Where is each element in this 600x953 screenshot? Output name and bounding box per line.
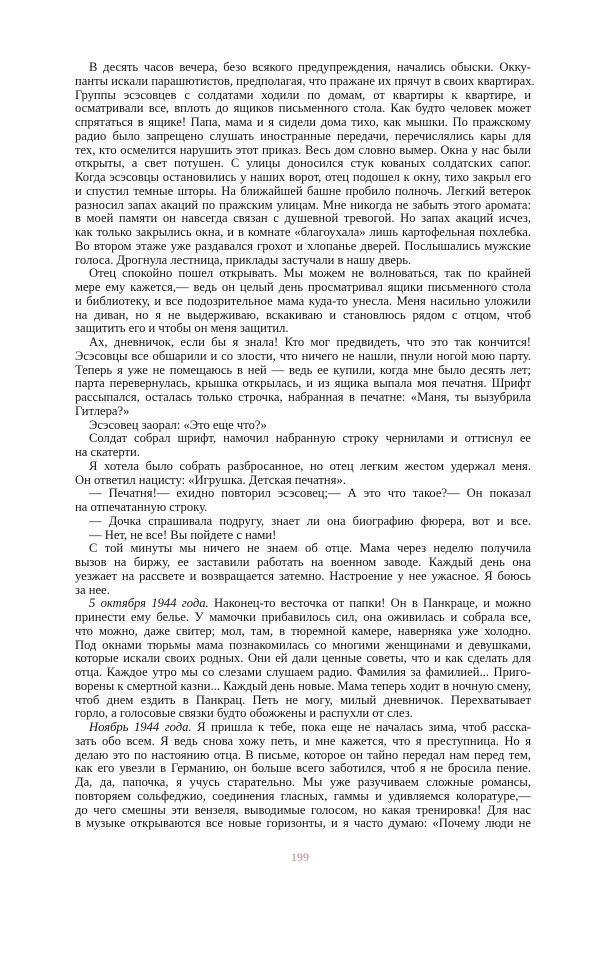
line-text: Я хотела было собрать разбросанное, но отец легким жестом удержал меня. [89,458,531,473]
line-text: парта перевернулась, крышка открылась, и из ящика выпала моя печатня. Шрифт [75,376,531,391]
page-number: 199 [291,850,309,864]
line-text: Во втором этаже уже раздавался грохот и хлопанье дверей. Послышались мужские [75,238,531,253]
text-line [75,570,531,584]
line-text: на отпечатанную строку. [75,500,208,514]
text-line [75,102,531,116]
line-text: рассыпался, осталась только строчка, набранная в печатне: «Маня, ты вызубрила [75,390,531,404]
text-line [75,776,531,790]
line-text: Солдат собрал шрифт, намочил набранную строку чернилами и оттиснул ее [89,431,531,446]
line-text: отца. Каждое утро мы со слезами слушаем радио. Фамилия за фамилией... Приго- [75,665,531,679]
line-text: Он ответил нацисту: «Игрушка. Детская печатня». [75,472,346,487]
line-text: Наконец-то весточка от папки! Он в Панкраце, и можно [208,596,531,611]
text-line [75,817,531,831]
text-line [75,336,531,350]
text-line [75,419,531,433]
text-line [75,212,531,226]
line-text: принести ему белье. У мамочки прибавилось сил, она оживилась и собрала все, [75,610,531,624]
text-line [75,529,531,543]
text-line [75,405,531,419]
line-text: Гитлера?» [75,403,130,418]
line-text: Группы эсэсовцев с солдатами ходили по домам, от квартиры к квартире, и [75,87,531,102]
text-line [75,295,531,309]
line-text: спрятаться в ящике! Папа, мама и я сидели дома тихо, как мышки. По пражскому [75,115,531,129]
line-text: делаю это по настоянию отца. В письме, которое он тайно передал нам перед тем, [75,747,531,762]
line-text: осматривали все, вплоть до ящиков письменного стола. Как будто человек может [75,101,531,116]
text-line [75,597,531,611]
line-text: что можно, даже свитер; мол, там, в тюремной камере, наверняка уже холодно. [75,623,531,638]
text-line [75,460,531,474]
line-text: ворены к смертной казни... Каждый день новые. Мама теперь ходит в ночную смену, [75,678,531,693]
text-line [75,226,531,240]
text-line [75,185,531,199]
line-text: зать обо всем. Я ведь снова хожу петь, и мне кажется, что я преступница. Но я [75,733,531,748]
text-line [75,680,531,694]
text-line [75,281,531,295]
line-text: — Дочка спрашивала подругу, знает ли она биографию фюрера, вот и все. [89,513,531,528]
line-text: Ах, дневничок, если бы я знала! Кто мог предвидеть, что это так кончится! [89,335,531,349]
text-line [75,501,531,515]
text-line [75,652,531,666]
text-line [75,762,531,776]
text-line [75,790,531,804]
line-text: Эсэсовец заорал: «Это еще что?» [89,417,267,432]
line-text: Да, да, папочка, я учусь старательно. Мы уже разучиваем сложные романсы, [75,775,531,789]
text-line [75,267,531,281]
text-line [75,61,531,75]
text-line [75,474,531,488]
text-line [75,694,531,708]
text-line [75,116,531,130]
line-text: Под окнами тюрьмы мама познакомилась со многими женщинами и девушками, [75,637,531,652]
line-text: чтоб днем ездить в Панкрац. Петь не могу, милый дневничок. Перехватывает [75,692,531,707]
date-heading: Ноябрь 1944 года. [89,720,192,734]
date-heading: 5 октября 1944 года. [89,596,209,611]
text-line [75,199,531,213]
line-text: тех, кто осмелится нарушить этот приказ. Весь дом словно вымер. Окна у нас были [75,142,531,157]
text-line [75,391,531,405]
line-text: Отец спокойно пошел открывать. Мы можем не волноваться, так по крайней [89,266,531,281]
text-line [75,254,531,268]
line-text: на скатерти. [75,445,140,459]
line-text: на диван, но я не выдерживаю, вскакиваю и становлюсь рядом с отцом, чтоб [75,307,531,322]
line-text: Теперь я уже не помещаюсь в ней — ведь ее купили, когда мне было десять лет; [75,362,531,377]
line-text: голоса. Дрогнула лестница, приклады застучали в нашу дверь. [75,252,412,267]
line-text: повторяем сольфеджио, соединения гласных, гаммы и удивляемся колоратуре,— [75,788,531,803]
line-text: как только закрылись окна, и в комнате «благоухала» лишь картофельная похлебка. [75,225,531,239]
page-body-text [75,60,535,831]
text-line [75,309,531,323]
line-text: как его увезли в Германию, он больше всего заботился, чтоб я не бросила пение. [75,761,531,776]
text-line [75,804,531,818]
text-line [75,735,531,749]
line-text: открыты, а свет потушен. С улицы доносился стук кованых солдатских сапог. [75,156,531,171]
text-line [75,240,531,254]
text-line [75,721,531,735]
line-text: в моей памяти он навсегда связан с душевной тревогой. Но запах акаций исчез, [75,211,531,226]
text-line [75,749,531,763]
text-line [75,515,531,529]
line-text: радио было запрещено слушать иностранные передачи, перечислялись кары для [75,128,531,143]
text-line [75,350,531,364]
line-text: — Нет, не все! Вы пойдете с нами! [89,527,277,542]
line-text: Я пришла к тебе, пока еще не началась зима, чтоб расска- [191,720,531,734]
line-text: которые искали своих родных. Они ей дали ценные советы, что и как сделать для [75,651,531,666]
text-line [75,556,531,570]
line-text: Когда эсэсовцы остановились у наших ворот, отец подошел к окну, тихо закрыл его [75,170,531,184]
text-line [75,73,535,89]
line-text: защитить его и чтобы он меня защитил. [75,321,289,336]
line-text: Эсэсовцы все обшарили и со злости, что ничего не нашли, пнули ногой мою парту. [75,348,531,363]
text-line [75,542,531,556]
text-line [75,432,531,446]
line-text: разносил запах акаций по пражским улицам. Мне никогда не забыть этого аромата: [75,197,531,212]
text-line [75,611,531,625]
text-line [75,157,531,171]
text-line [75,584,531,598]
line-text: до чего смешны эти вензеля, выводимые голосом, но какая тренировка! Для нас [75,802,531,817]
line-text: за нее. [75,582,110,597]
text-line [75,446,531,460]
line-text: мере ему кажется,— ведь он целый день просматривал ящики письменного стола [75,280,531,294]
text-line [75,130,531,144]
line-text: уезжает на рассвете и возвращается затемно. Настроение у нее ужасное. Я боюсь [75,568,531,583]
text-line [75,171,531,185]
line-text: и спустил темные шторы. На ближайшей башне пробило полночь. Легкий ветерок [75,183,531,198]
text-line [75,364,531,378]
line-text: горло, а голосовые связки будто обожжены и распухли от слез. [75,706,413,721]
text-line [75,89,531,103]
text-line [75,666,531,680]
text-line [75,639,531,653]
text-line [75,144,531,158]
line-text: панты искали парашютистов, предполагая, что пражане их прячут в своих квартирах. [75,73,535,88]
text-line [75,322,531,336]
line-text: и библиотеку, и все подозрительное мама куда-то унесла. Меня насильно уложили [75,293,531,308]
text-line [75,377,531,391]
text-line [75,707,531,721]
text-line [75,487,531,501]
line-text: в музыке открываются все новые горизонты, и я часто думаю: «Почему люди не [75,816,531,831]
text-line [75,625,531,639]
line-text: С той минуты мы ничего не знаем об отце. Мама через неделю получила [89,541,531,556]
line-text: — Печатня!— ехидно повторил эсэсовец;— А это что такое?— Он показал [89,486,531,501]
line-text: вызов на биржу, ее заставили работать на военном заводе. Каждый день она [75,555,531,569]
line-text: В десять часов вечера, безо всякого предупреждения, начались обыски. Окку- [89,60,531,74]
